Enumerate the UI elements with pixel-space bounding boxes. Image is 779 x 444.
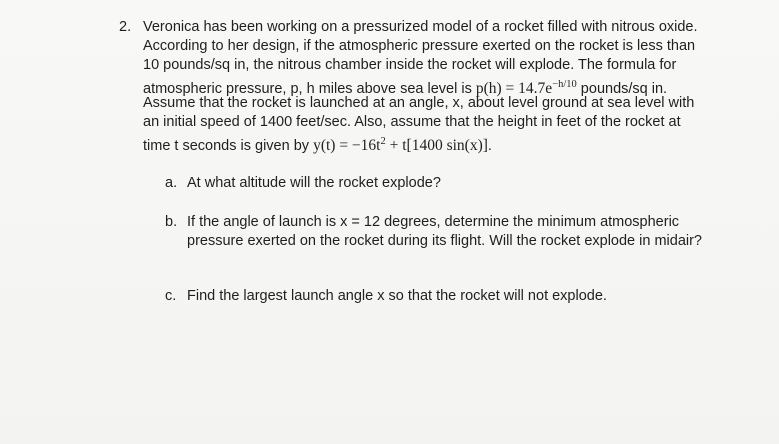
height-intro-text: time t seconds is given by <box>143 138 314 154</box>
problem-line: 10 pounds/sq in, the nitrous chamber inside the rocket will explode. The formula for <box>143 57 677 73</box>
problem-statement <box>143 18 703 154</box>
formula-intro-text: atmospheric pressure, p, h miles above sea level is <box>143 81 476 97</box>
subpart-letter: a. <box>165 175 178 191</box>
subpart-letter: c. <box>165 288 177 304</box>
subpart-question: At what altitude will the rocket explode? <box>187 175 441 191</box>
problem-line: Veronica has been working on a pressurized model of a rocket filled with nitrous oxide. <box>143 19 698 35</box>
problem-line: an initial speed of 1400 feet/sec. Also, assume that the height in feet of the rocket at <box>143 114 681 130</box>
height-formula <box>313 137 488 154</box>
height-period: . <box>487 138 492 154</box>
height-formula-rest: + t[1400 sin(x)] <box>385 137 488 154</box>
problem-line-height-formula <box>143 132 703 154</box>
pressure-units-text: pounds/sq in. <box>576 81 668 97</box>
problem-line-pressure-formula <box>143 75 703 97</box>
subpart-question: Find the largest launch angle x so that the rocket will not explode. <box>187 288 607 304</box>
height-formula-exponent: 2 <box>380 136 386 147</box>
height-formula-base: y(t) = −16t <box>313 137 381 154</box>
subpart-question: If the angle of launch is x = 12 degrees, determine the minimum atmospheric pressure exerted on the rocket during its flight. Will the rocket explode in midair? <box>187 214 702 249</box>
pressure-formula-exponent: −h/10 <box>552 79 577 90</box>
problem-line: According to her design, if the atmospheric pressure exerted on the rocket is less than <box>143 38 696 54</box>
subpart-letter: b. <box>165 214 178 230</box>
problem-number: 2. <box>119 19 132 35</box>
problem-line: Assume that the rocket is launched at an angle, x, about level ground at sea level with <box>143 95 695 111</box>
pressure-formula-base: p(h) = 14.7e <box>475 80 553 97</box>
